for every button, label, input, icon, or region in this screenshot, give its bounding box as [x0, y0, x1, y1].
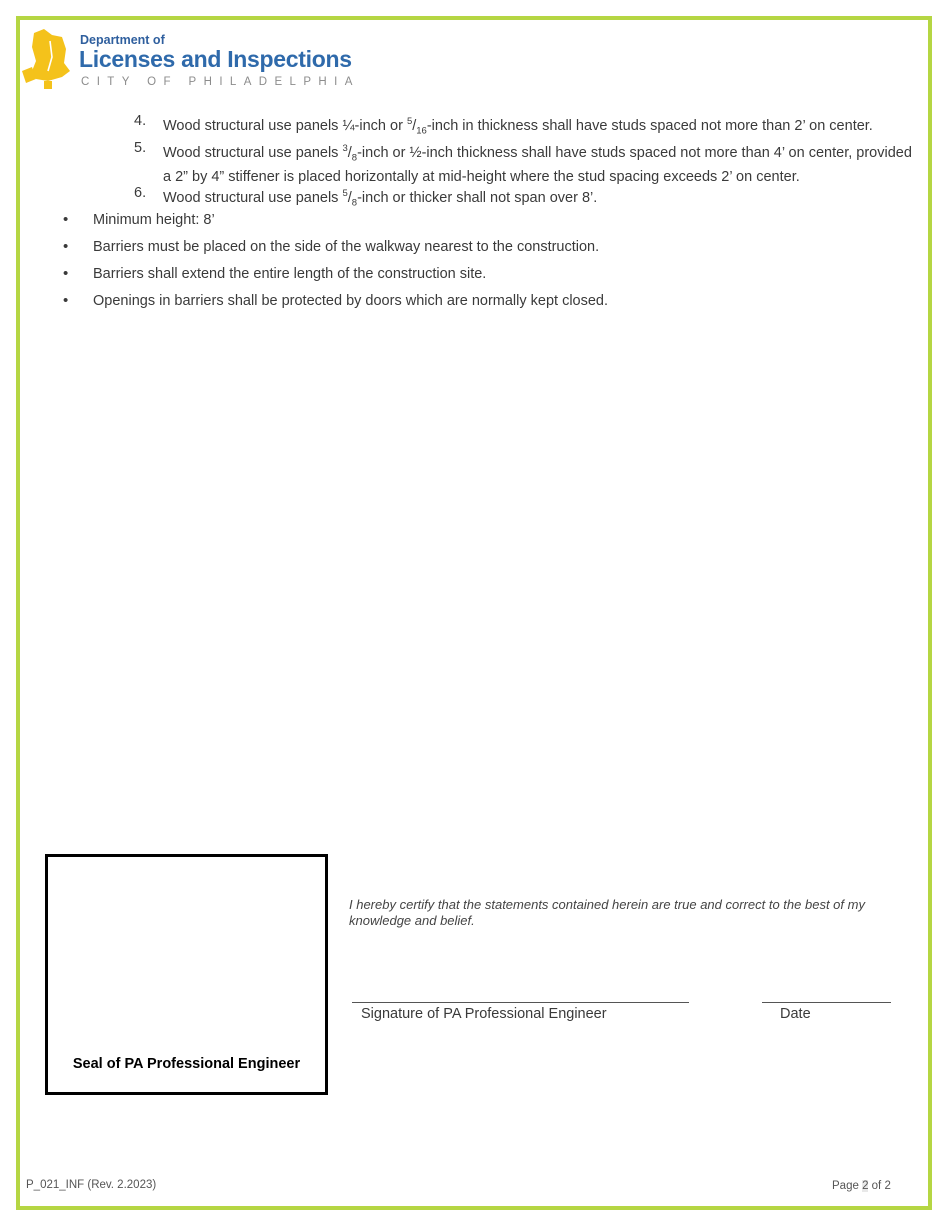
form-id: P_021_INF (Rev. 2.2023) — [26, 1179, 157, 1191]
bullet-text: Openings in barriers shall be protected by doors which are normally kept closed. — [93, 293, 609, 309]
list-item-text: Wood structural use panels $^5/_8$-inch or thicker shall not span over 8’. — [163, 188, 598, 209]
date-label: Date — [780, 1006, 811, 1022]
logo-department-text: Department of — [80, 33, 165, 47]
certification-statement: I hereby certify that the statements contained herein are true and correct to the best of my knowledge and belief. — [349, 897, 865, 928]
bullet-icon: • — [63, 265, 69, 282]
list-item-number: 5. — [134, 140, 147, 156]
bullet-icon: • — [63, 211, 69, 228]
seal-label: Seal of PA Professional Engineer — [72, 1056, 301, 1072]
bullet-icon: • — [63, 238, 69, 255]
bullet-icon: • — [63, 292, 69, 309]
page-number: Page 2 of 2 — [832, 1180, 891, 1192]
list-item-number: 4. — [134, 113, 147, 129]
list-item-text: Wood structural use panels ¼-inch or $^5/_{16}$-inch in thickness shall have studs spaced not more than 2’ on center. — [163, 116, 873, 137]
seal-box[interactable] — [45, 854, 328, 1095]
signature-line[interactable] — [352, 1002, 689, 1003]
date-line[interactable] — [762, 1002, 891, 1003]
logo-city: CITY OF PHILADELPHIA — [81, 76, 360, 88]
liberty-bell-icon — [22, 27, 78, 91]
bullet-text: Barriers shall extend the entire length of the construction site. — [93, 266, 487, 282]
bullet-text: Minimum height: 8’ — [93, 212, 215, 228]
list-item-text: Wood structural use panels $^3/_8$-inch or ½-inch thickness shall have studs spaced not more than 4’ on center, provided a 2” by 4” stiffener is placed horizontally at mid-height where the stud spacing exceeds 2’ on center. — [163, 143, 912, 185]
list-item-number: 6. — [134, 185, 147, 201]
bullet-text: Barriers must be placed on the side of the walkway nearest to the construction. — [93, 239, 600, 255]
dli-logo — [22, 27, 362, 93]
logo-title: Licenses and Inspections — [79, 46, 352, 72]
signature-label: Signature of PA Professional Engineer — [361, 1006, 607, 1022]
